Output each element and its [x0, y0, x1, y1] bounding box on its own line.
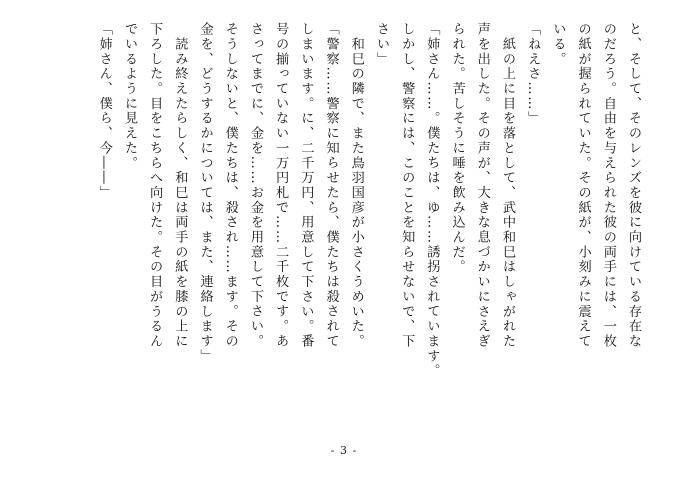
text-line: 「姉さん、僕ら、今――」 — [96, 22, 112, 201]
text-line: 「ねえさ……」 — [525, 22, 541, 126]
text-line: 紙の上に目を落として、武中和巳はしゃがれた — [499, 22, 515, 349]
text-line: 下ろした。目をこちらへ向けた。その目がうるん — [147, 22, 163, 349]
text-line: のだろう。自由を与えられた彼の両手には、一枚 — [600, 22, 616, 349]
text-line: さってまでに、金を……お金を用意して下さい。 — [247, 22, 263, 349]
text-line: 「姉さん……。僕たちは、ゆ……誘拐されています。 — [424, 22, 440, 379]
vertical-text-block — [26, 22, 646, 422]
text-line: 「警察……警察に知らせたら、僕たちは殺されて — [323, 22, 339, 349]
text-line: 和巳の隣で、また鳥羽国彦が小さくうめいた。 — [348, 22, 364, 349]
text-line: しかし、警察には、このことを知らせないで、下 — [399, 22, 415, 349]
text-line: 号の揃っていない一万円札で……二千枚です。あ — [273, 22, 289, 349]
text-line: でいるように見えた。 — [121, 22, 137, 171]
text-line: いる。 — [550, 22, 566, 67]
text-line: の紙が握られていた。その紙が、小刻みに震えて — [575, 22, 591, 349]
text-line: しまいます。に、二千万円、用意して下さい。番 — [298, 22, 314, 349]
text-line: 読み終えたらしく、和巳は両手の紙を膝の上に — [172, 22, 188, 349]
text-line: そうしないと、僕たちは、殺され……ます。その — [222, 22, 238, 349]
text-line: と、そして、そのレンズを彼に向けている存在な — [626, 22, 641, 349]
page-number: - 3 - — [330, 444, 358, 457]
text-line: さい」 — [373, 22, 389, 67]
text-line: られた。苦しそうに唾を飲み込んだ。 — [449, 22, 465, 275]
text-line: 声を出した。その声が、大きな息づかいにさえぎ — [474, 22, 490, 349]
text-line: 金を、どうするかについては、また、連絡します」 — [197, 22, 213, 364]
